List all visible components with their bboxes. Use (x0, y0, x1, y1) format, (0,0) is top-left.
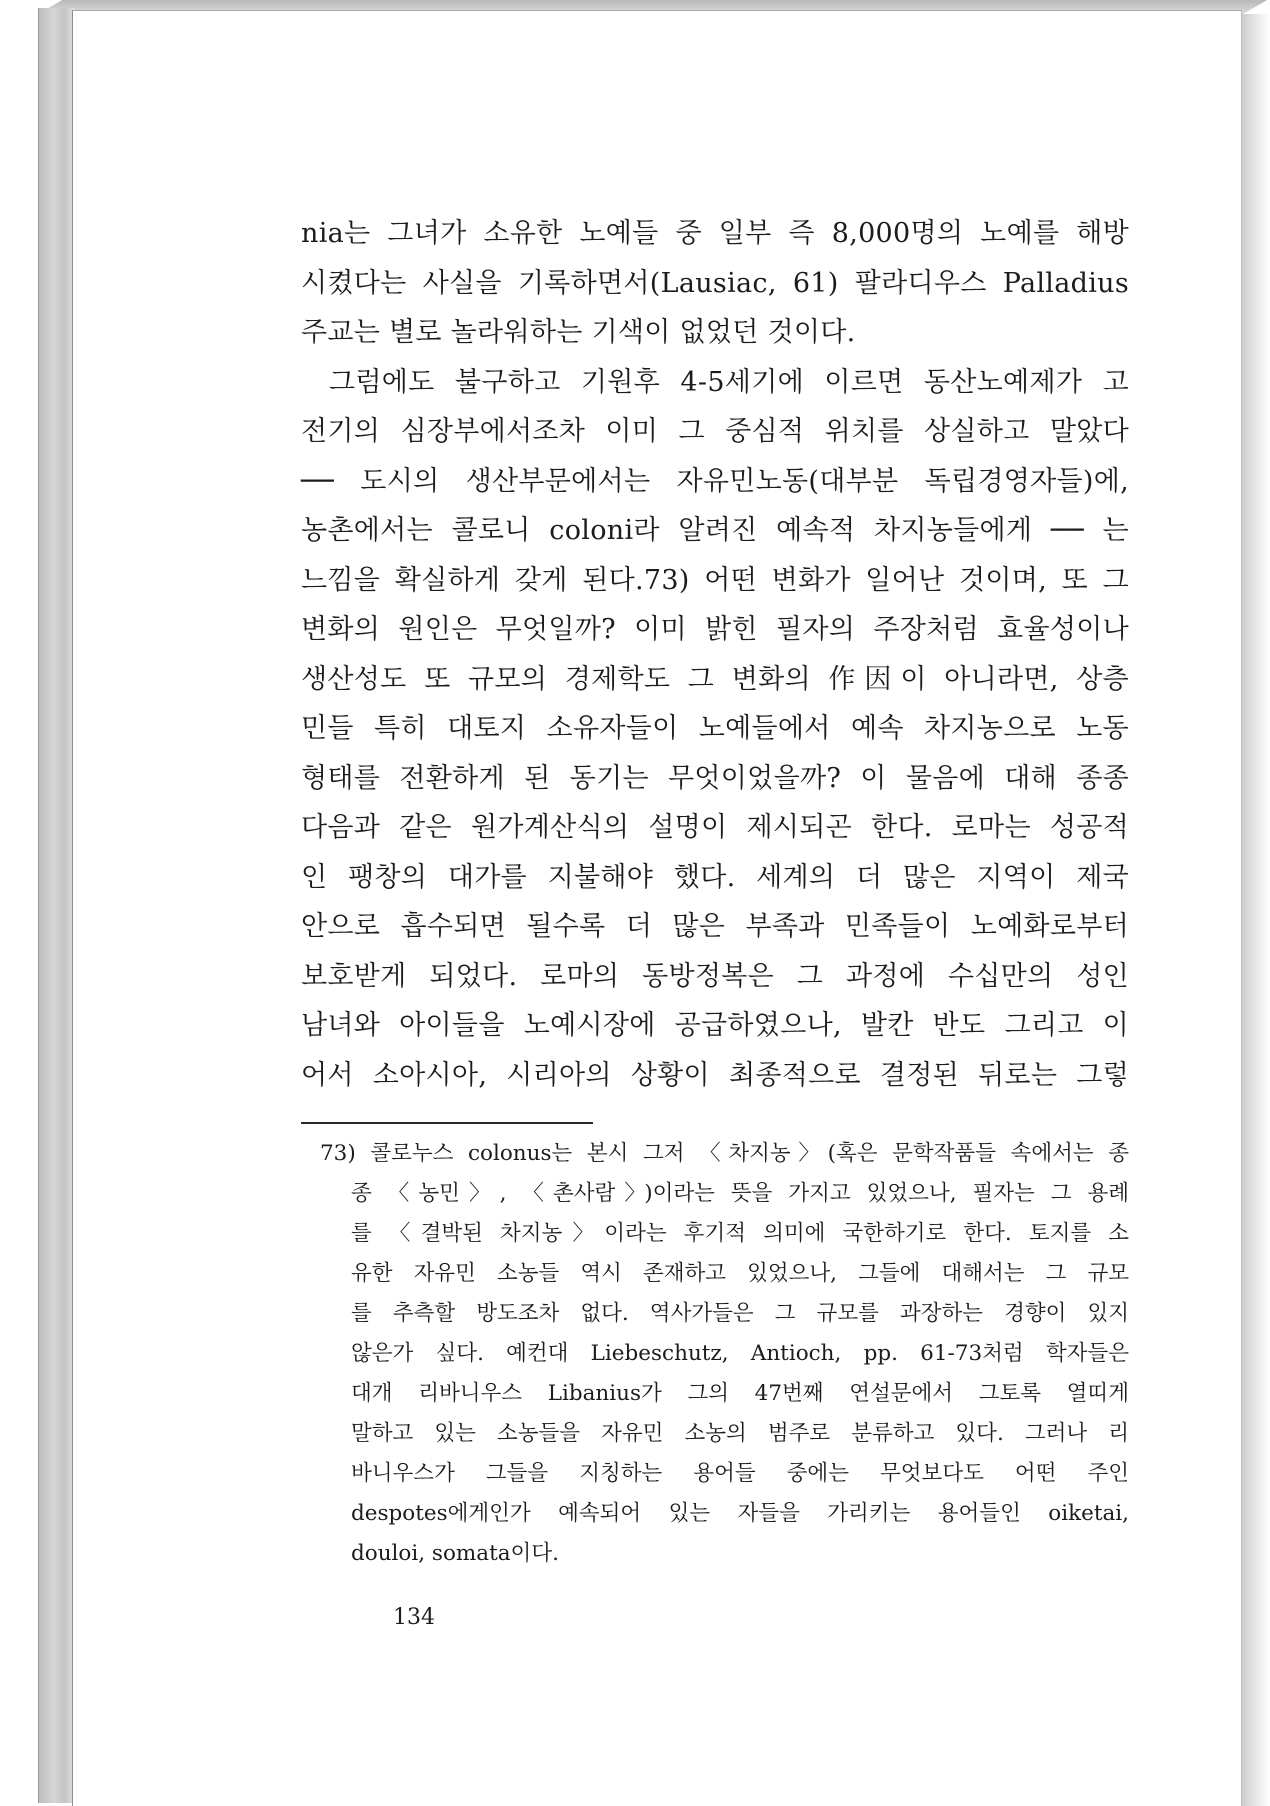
text-line: 형태를 전환하게 된 동기는 무엇이었을까? 이 물음에 대해 종종 (301, 762, 1129, 794)
text-line: 안으로 흡수되면 될수록 더 많은 부족과 민족들이 노예화로부터 (301, 911, 1129, 942)
footnote-line: 대개 리바니우스 Libanius가 그의 47번째 연설문에서 그토록 열띠게 (351, 1381, 1129, 1406)
text-line: 전기의 심장부에서조차 이미 그 중심적 위치를 상실하고 말았다 (301, 416, 1129, 447)
footnote-line: 종 〈농민〉, 〈촌사람〉)이라는 뜻을 가지고 있었으나, 필자는 그 용례 (351, 1181, 1129, 1206)
page-stack-left-edge (38, 8, 75, 1803)
text-line: 농촌에서는 콜로니 coloni라 알려진 예속적 차지농들에게 ── 는 (301, 515, 1129, 546)
footnote-divider (301, 1122, 593, 1124)
footnote (301, 1134, 1129, 1574)
footnote-line: 73) 콜로누스 colonus는 본시 그저 〈차지농〉(혹은 문학작품들 속에서는 종 (320, 1141, 1129, 1166)
page-shadow (1240, 14, 1270, 1806)
footnote-line: despotes에게인가 예속되어 있는 자들을 가리키는 용어들인 oiketai, (351, 1501, 1129, 1526)
book-page (72, 10, 1242, 1806)
text-line: 생산성도 또 규모의 경제학도 그 변화의 作因이 아니라면, 상층 (301, 663, 1129, 695)
text-line: 그럼에도 불구하고 기원후 4-5세기에 이르면 동산노예제가 고 (329, 366, 1129, 398)
footnote-line: 를 〈결박된 차지농〉이라는 후기적 의미에 국한하기로 한다. 토지를 소 (351, 1221, 1129, 1246)
main-text (301, 209, 1129, 1100)
footnote-line: 유한 자유민 소농들 역시 존재하고 있었으나, 그들에 대해서는 그 규모 (351, 1261, 1129, 1286)
text-line: 변화의 원인은 무엇일까? 이미 밝힌 필자의 주장처럼 효율성이나 (301, 614, 1129, 645)
text-line: 다음과 같은 원가계산식의 설명이 제시되곤 한다. 로마는 성공적 (301, 812, 1129, 843)
text-line: 남녀와 아이들을 노예시장에 공급하였으나, 발칸 반도 그리고 이 (301, 1010, 1129, 1041)
text-line: 민들 특히 대토지 소유자들이 노예들에서 예속 차지농으로 노동 (301, 713, 1129, 744)
footnote-line: douloi, somata이다. (351, 1541, 559, 1566)
footnote-line: 않은가 싶다. 예컨대 Liebeschutz, Antioch, pp. 61-73처럼 학자들은 (351, 1341, 1129, 1366)
text-line: ── 도시의 생산부문에서는 자유민노동(대부분 독립경영자들)에, (301, 465, 1129, 497)
footnote-line: 를 추측할 방도조차 없다. 역사가들은 그 규모를 과장하는 경향이 있지 (351, 1301, 1129, 1326)
footnote-line: 바니우스가 그들을 지칭하는 용어들 중에는 무엇보다도 어떤 주인 (351, 1461, 1129, 1486)
text-line: 인 팽창의 대가를 지불해야 했다. 세계의 더 많은 지역이 제국 (301, 861, 1129, 893)
text-line: 보호받게 되었다. 로마의 동방정복은 그 과정에 수십만의 성인 (301, 960, 1129, 992)
text-line: nia는 그녀가 소유한 노예들 중 일부 즉 8,000명의 노예를 해방 (301, 218, 1129, 249)
text-line: 시켰다는 사실을 기록하면서(Lausiac, 61) 팔라디우스 Palladius (301, 267, 1129, 299)
page-content (301, 209, 1129, 1574)
text-line: 주교는 별로 놀라워하는 기색이 없었던 것이다. (301, 317, 856, 348)
page-number: 134 (393, 1605, 435, 1630)
text-line: 느낌을 확실하게 갖게 된다.73) 어떤 변화가 일어난 것이며, 또 그 (301, 564, 1129, 596)
footnote-line: 말하고 있는 소농들을 자유민 소농의 범주로 분류하고 있다. 그러나 리 (351, 1421, 1129, 1446)
text-line: 어서 소아시아, 시리아의 상황이 최종적으로 결정된 뒤로는 그렇 (301, 1059, 1129, 1091)
